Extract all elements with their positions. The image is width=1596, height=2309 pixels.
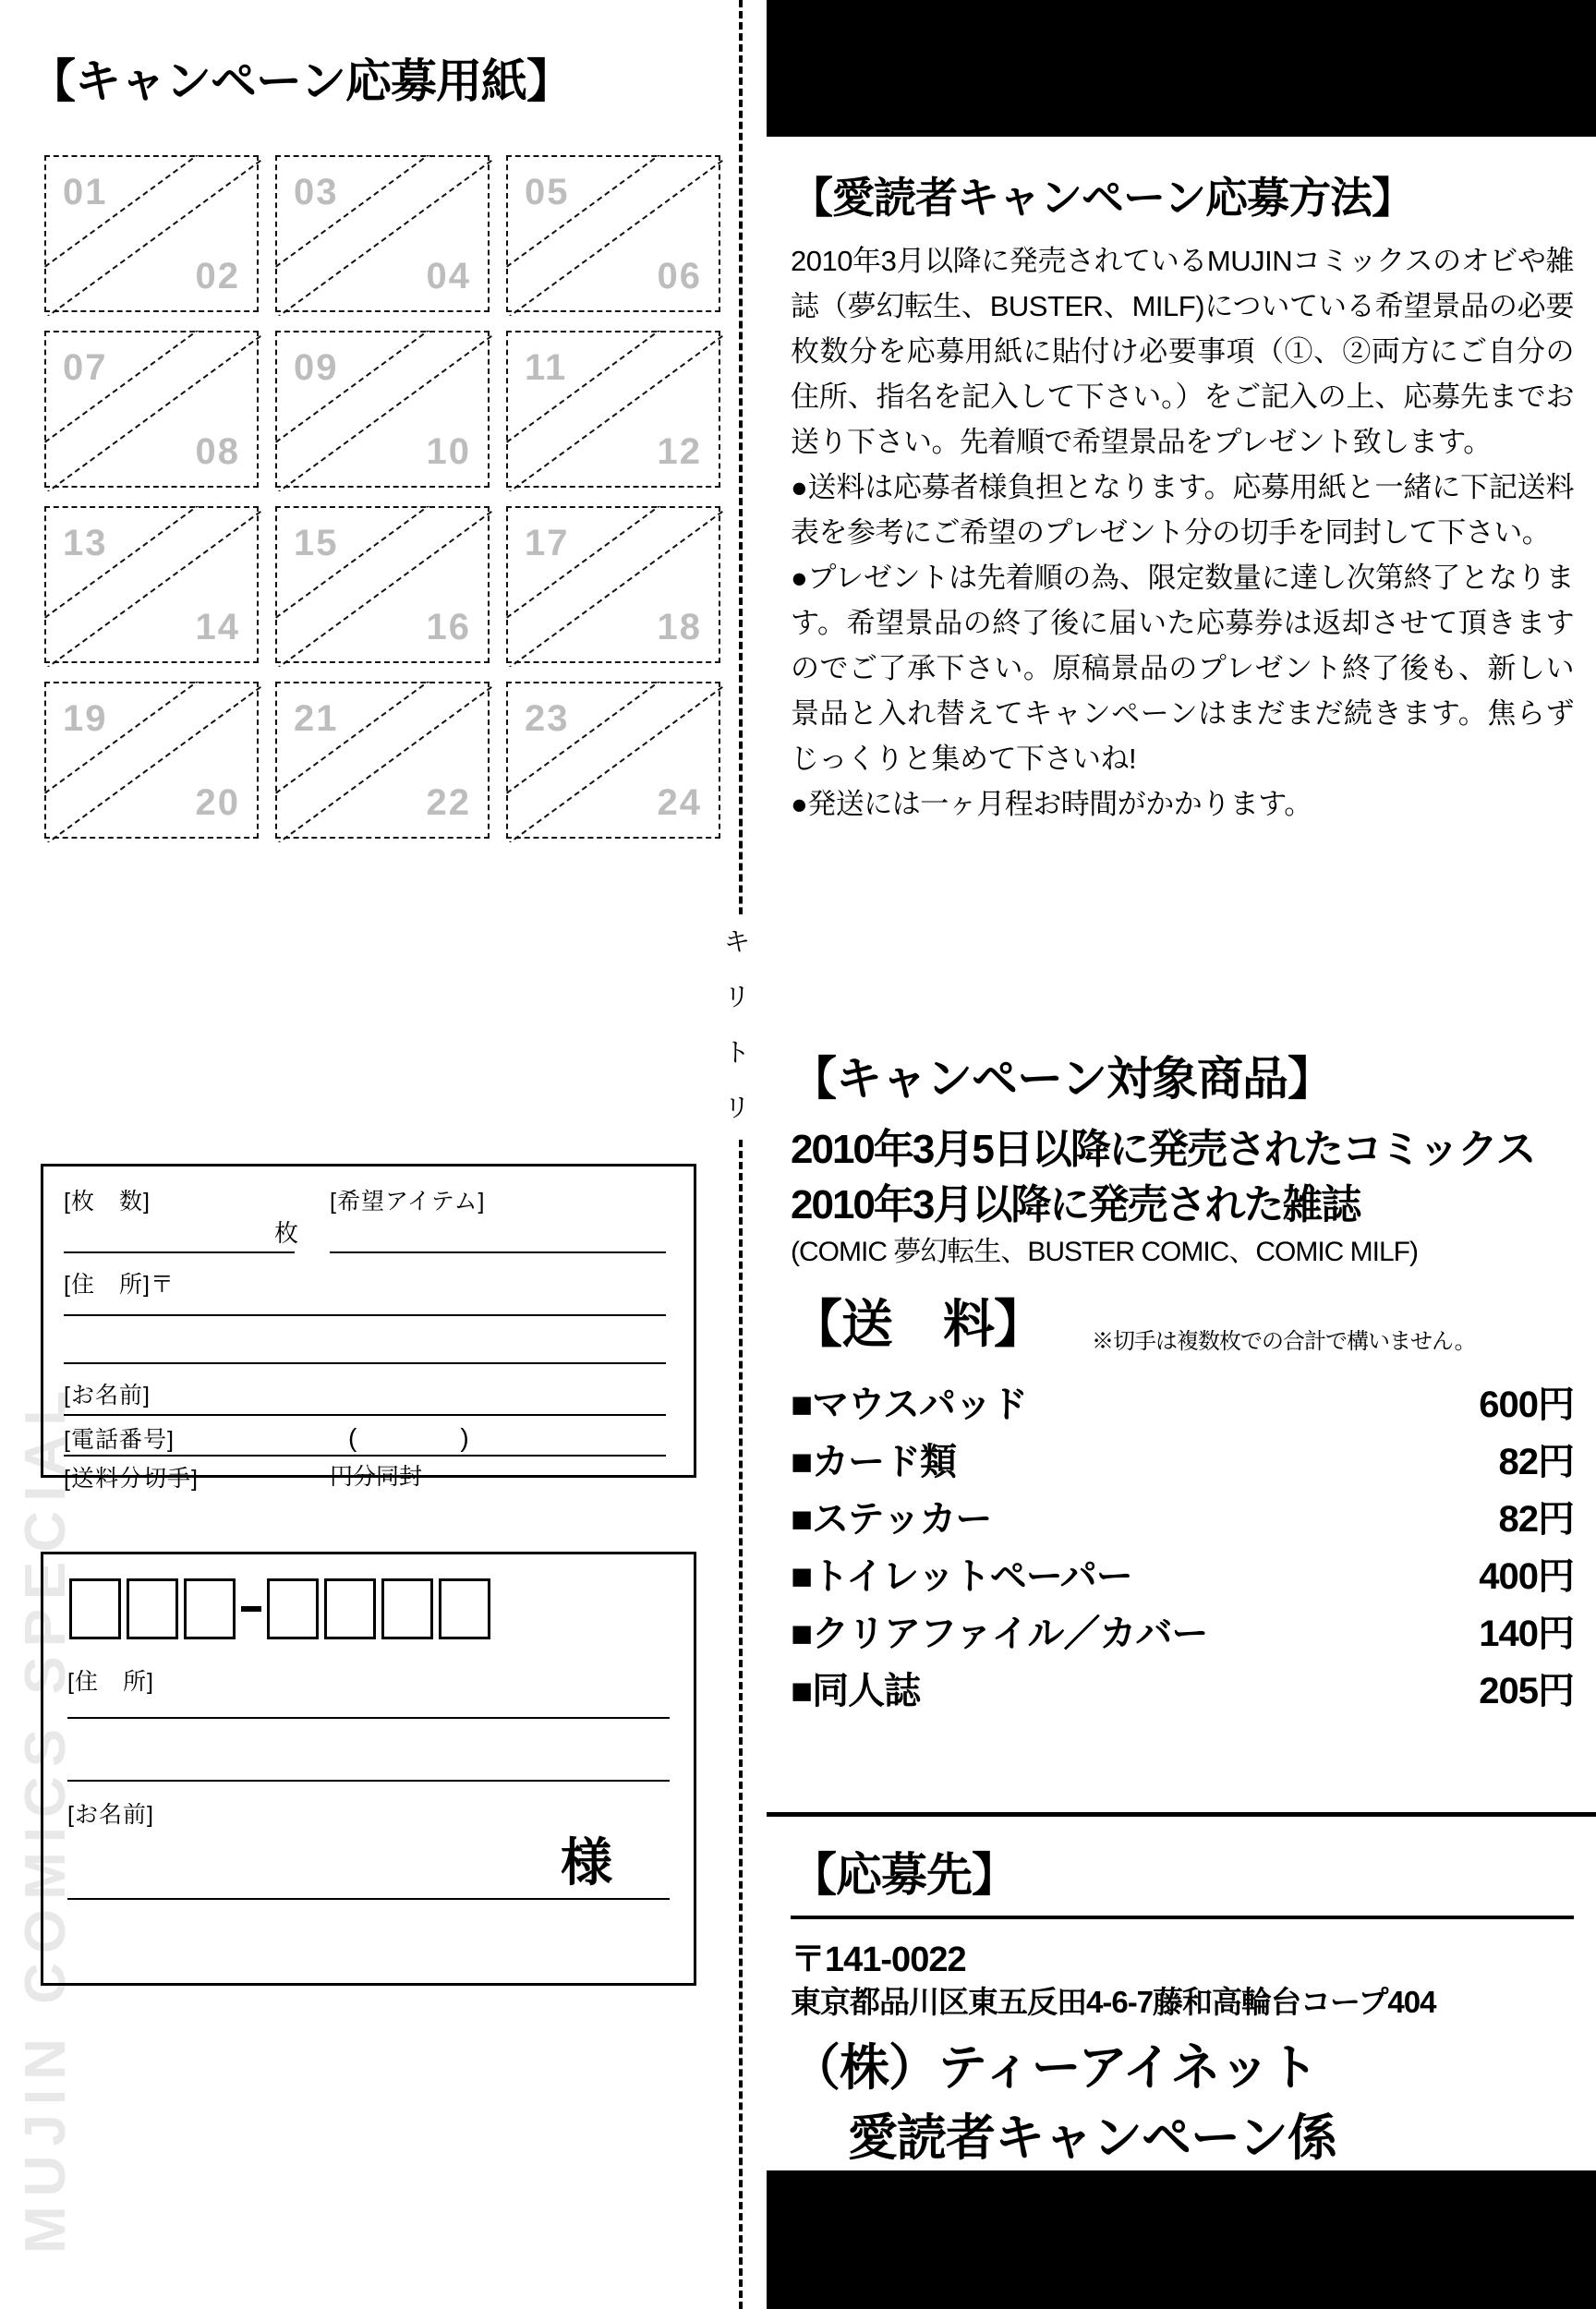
coupon-number: 07 (63, 347, 108, 388)
coupon-cell[interactable] (506, 155, 720, 312)
name-input-line[interactable] (64, 1414, 666, 1416)
section-divider (767, 1812, 1596, 1817)
coupon-number: 03 (294, 172, 339, 212)
field-label-address: [住 所] (67, 1669, 154, 1695)
shipping-item-name: ■トイレットペーパー (791, 1556, 1132, 1597)
spine-watermark-text: MUJIN COMICS SPECIAL (14, 1381, 78, 2254)
shipping-note: ※切手は複数枚での合計で構いません。 (1092, 1329, 1476, 1354)
field-label-stamp: [送料分切手] (64, 1466, 199, 1492)
coupon-number: 24 (657, 782, 702, 823)
coupon-number: 10 (426, 431, 471, 472)
shipping-item-price: 400円 (1479, 1556, 1574, 1597)
destination-rule (791, 1916, 1574, 1919)
shipping-row (791, 1548, 1574, 1605)
unit-mai-label: 枚 (274, 1219, 299, 1247)
coupon-cell[interactable] (44, 331, 259, 488)
apply-paragraph: ●プレゼントは先着順の為、限定数量に達し次第終了となります。希望景品の終了後に届いた応募券は返却させて頂きますのでご了承下さい。原稿景品のプレゼント終了後も、新しい景品と入れ替えてキャンペーンはまだまだ続きます。焦らずじっくりと集めて下さいね! (791, 562, 1574, 775)
address-input-line-1[interactable] (67, 1717, 670, 1719)
application-form-panel (0, 0, 767, 2309)
zip-digit-box[interactable] (267, 1578, 319, 1639)
destination-title: 【応募先】 (791, 1849, 1017, 1901)
coupon-cell[interactable] (275, 682, 490, 839)
apply-paragraph: 2010年3月以降に発売されているMUJINコミックスのオビや雑誌（夢幻転生、BUSTER、MILF)についている希望景品の必要枚数分を応募用紙に貼付け必要事項（①、②両方にご自分の住所、指名を記入して下さい。）をご記入の上、応募先までお送り下さい。先着順で希望景品をプレゼント致します。 (791, 245, 1574, 458)
coupon-number: 06 (657, 256, 702, 296)
shipping-row (791, 1662, 1574, 1720)
zip-digit-box[interactable] (127, 1578, 178, 1639)
address-input-line-2[interactable] (67, 1780, 670, 1782)
target-products-title: 【キャンペーン対象商品】 (791, 1053, 1333, 1105)
apply-method-title: 【愛読者キャンペーン応募方法】 (791, 174, 1414, 222)
target-products-line-2: 2010年3月以降に発売された雑誌 (791, 1182, 1360, 1227)
coupon-number: 21 (294, 698, 339, 739)
apply-method-body (791, 238, 1574, 827)
coupon-number: 13 (63, 523, 108, 563)
coupon-row (44, 506, 720, 663)
coupon-number: 17 (525, 523, 570, 563)
honorific-sama: 様 (561, 1833, 612, 1892)
shipping-row (791, 1605, 1574, 1662)
coupon-cell[interactable] (44, 682, 259, 839)
shipping-item-name: ■カード類 (791, 1442, 957, 1482)
coupon-cell[interactable] (44, 155, 259, 312)
page-title: 【キャンペーン応募用紙】 (30, 55, 572, 107)
shipping-item-price: 82円 (1498, 1442, 1574, 1482)
recipient-address-form (41, 1552, 696, 1986)
destination-zip: 〒141-0022 (791, 1940, 966, 1979)
coupon-row (44, 331, 720, 488)
zip-dash (241, 1606, 261, 1612)
coupon-number: 14 (195, 607, 240, 647)
field-label-address: [住 所]〒 (64, 1272, 175, 1298)
coupon-cell[interactable] (275, 331, 490, 488)
coupon-number: 23 (525, 698, 570, 739)
coupon-number: 20 (195, 782, 240, 823)
coupon-cell[interactable] (506, 506, 720, 663)
coupon-number: 22 (426, 782, 471, 823)
shipping-fee-table (791, 1376, 1574, 1720)
bottom-black-band (767, 2170, 1596, 2309)
coupon-number: 18 (657, 607, 702, 647)
address-input-line-2[interactable] (64, 1362, 666, 1364)
zip-digit-box[interactable] (381, 1578, 433, 1639)
shipping-item-price: 600円 (1479, 1384, 1574, 1425)
order-details-form (41, 1164, 696, 1492)
shipping-item-price: 140円 (1479, 1614, 1574, 1654)
destination-department: 愛読者キャンペーン係 (848, 2110, 1336, 2166)
coupon-number: 12 (657, 431, 702, 472)
coupon-grid (44, 155, 720, 857)
name-input-line[interactable] (67, 1898, 670, 1900)
coupon-number: 15 (294, 523, 339, 563)
coupon-number: 09 (294, 347, 339, 388)
shipping-item-price: 205円 (1479, 1671, 1574, 1711)
target-products-line-3: (COMIC 夢幻転生、BUSTER COMIC、COMIC MILF) (791, 1237, 1418, 1267)
coupon-number: 08 (195, 431, 240, 472)
coupon-row (44, 682, 720, 839)
coupon-cell[interactable] (275, 155, 490, 312)
destination-company: （株）ティーアイネット (791, 2040, 1318, 2096)
apply-paragraph: ●発送には一ヶ月程お時間がかかります。 (791, 788, 1312, 820)
coupon-number: 02 (195, 256, 240, 296)
stamp-unit-label: 円分同封 (330, 1464, 423, 1490)
coupon-number: 05 (525, 172, 570, 212)
coupon-row (44, 155, 720, 312)
tel-input-line[interactable] (64, 1455, 666, 1457)
cut-guide-line (739, 0, 743, 2309)
shipping-item-name: ■同人誌 (791, 1671, 921, 1711)
zip-code-input[interactable] (69, 1578, 490, 1639)
shipping-item-name: ■ステッカー (791, 1499, 992, 1540)
coupon-cell[interactable] (506, 682, 720, 839)
field-label-name: [お名前] (64, 1383, 151, 1408)
shipping-item-name: ■クリアファイル／カバー (791, 1614, 1208, 1654)
shipping-item-price: 82円 (1498, 1499, 1574, 1540)
zip-digit-box[interactable] (69, 1578, 121, 1639)
coupon-cell[interactable] (44, 506, 259, 663)
field-label-name: [お名前] (67, 1802, 154, 1828)
coupon-cell[interactable] (275, 506, 490, 663)
destination-address: 東京都品川区東五反田4-6-7藤和高輪台コープ404 (791, 1985, 1436, 2019)
shipping-row (791, 1376, 1574, 1433)
zip-digit-box[interactable] (184, 1578, 236, 1639)
coupon-number: 19 (63, 698, 108, 739)
coupon-number: 16 (426, 607, 471, 647)
target-products-line-1: 2010年3月5日以降に発売されたコミックス (791, 1127, 1535, 1172)
shipping-row (791, 1433, 1574, 1491)
field-label-item: [希望アイテム] (330, 1189, 486, 1215)
shipping-title: 【送 料】 (791, 1295, 1045, 1353)
cut-guide-label: キリトリ (713, 914, 761, 1136)
coupon-cell[interactable] (506, 331, 720, 488)
zip-digit-box[interactable] (324, 1578, 376, 1639)
tel-paren: ( ) (348, 1423, 508, 1452)
shipping-row (791, 1491, 1574, 1548)
campaign-info-panel (767, 0, 1596, 2309)
top-black-band (767, 0, 1596, 137)
item-input-line[interactable] (330, 1251, 666, 1253)
field-label-tel: [電話番号] (64, 1427, 175, 1453)
count-input-line[interactable] (64, 1251, 295, 1253)
field-label-count: [枚 数] (64, 1189, 151, 1215)
address-input-line-1[interactable] (64, 1314, 666, 1316)
shipping-item-name: ■マウスパッド (791, 1384, 1027, 1425)
zip-digit-box[interactable] (439, 1578, 490, 1639)
apply-paragraph: ●送料は応募者様負担となります。応募用紙と一緒に下記送料表を参考にご希望のプレゼント分の切手を同封して下さい。 (791, 471, 1574, 549)
coupon-number: 11 (525, 347, 568, 388)
coupon-number: 04 (426, 256, 471, 296)
coupon-number: 01 (63, 172, 108, 212)
